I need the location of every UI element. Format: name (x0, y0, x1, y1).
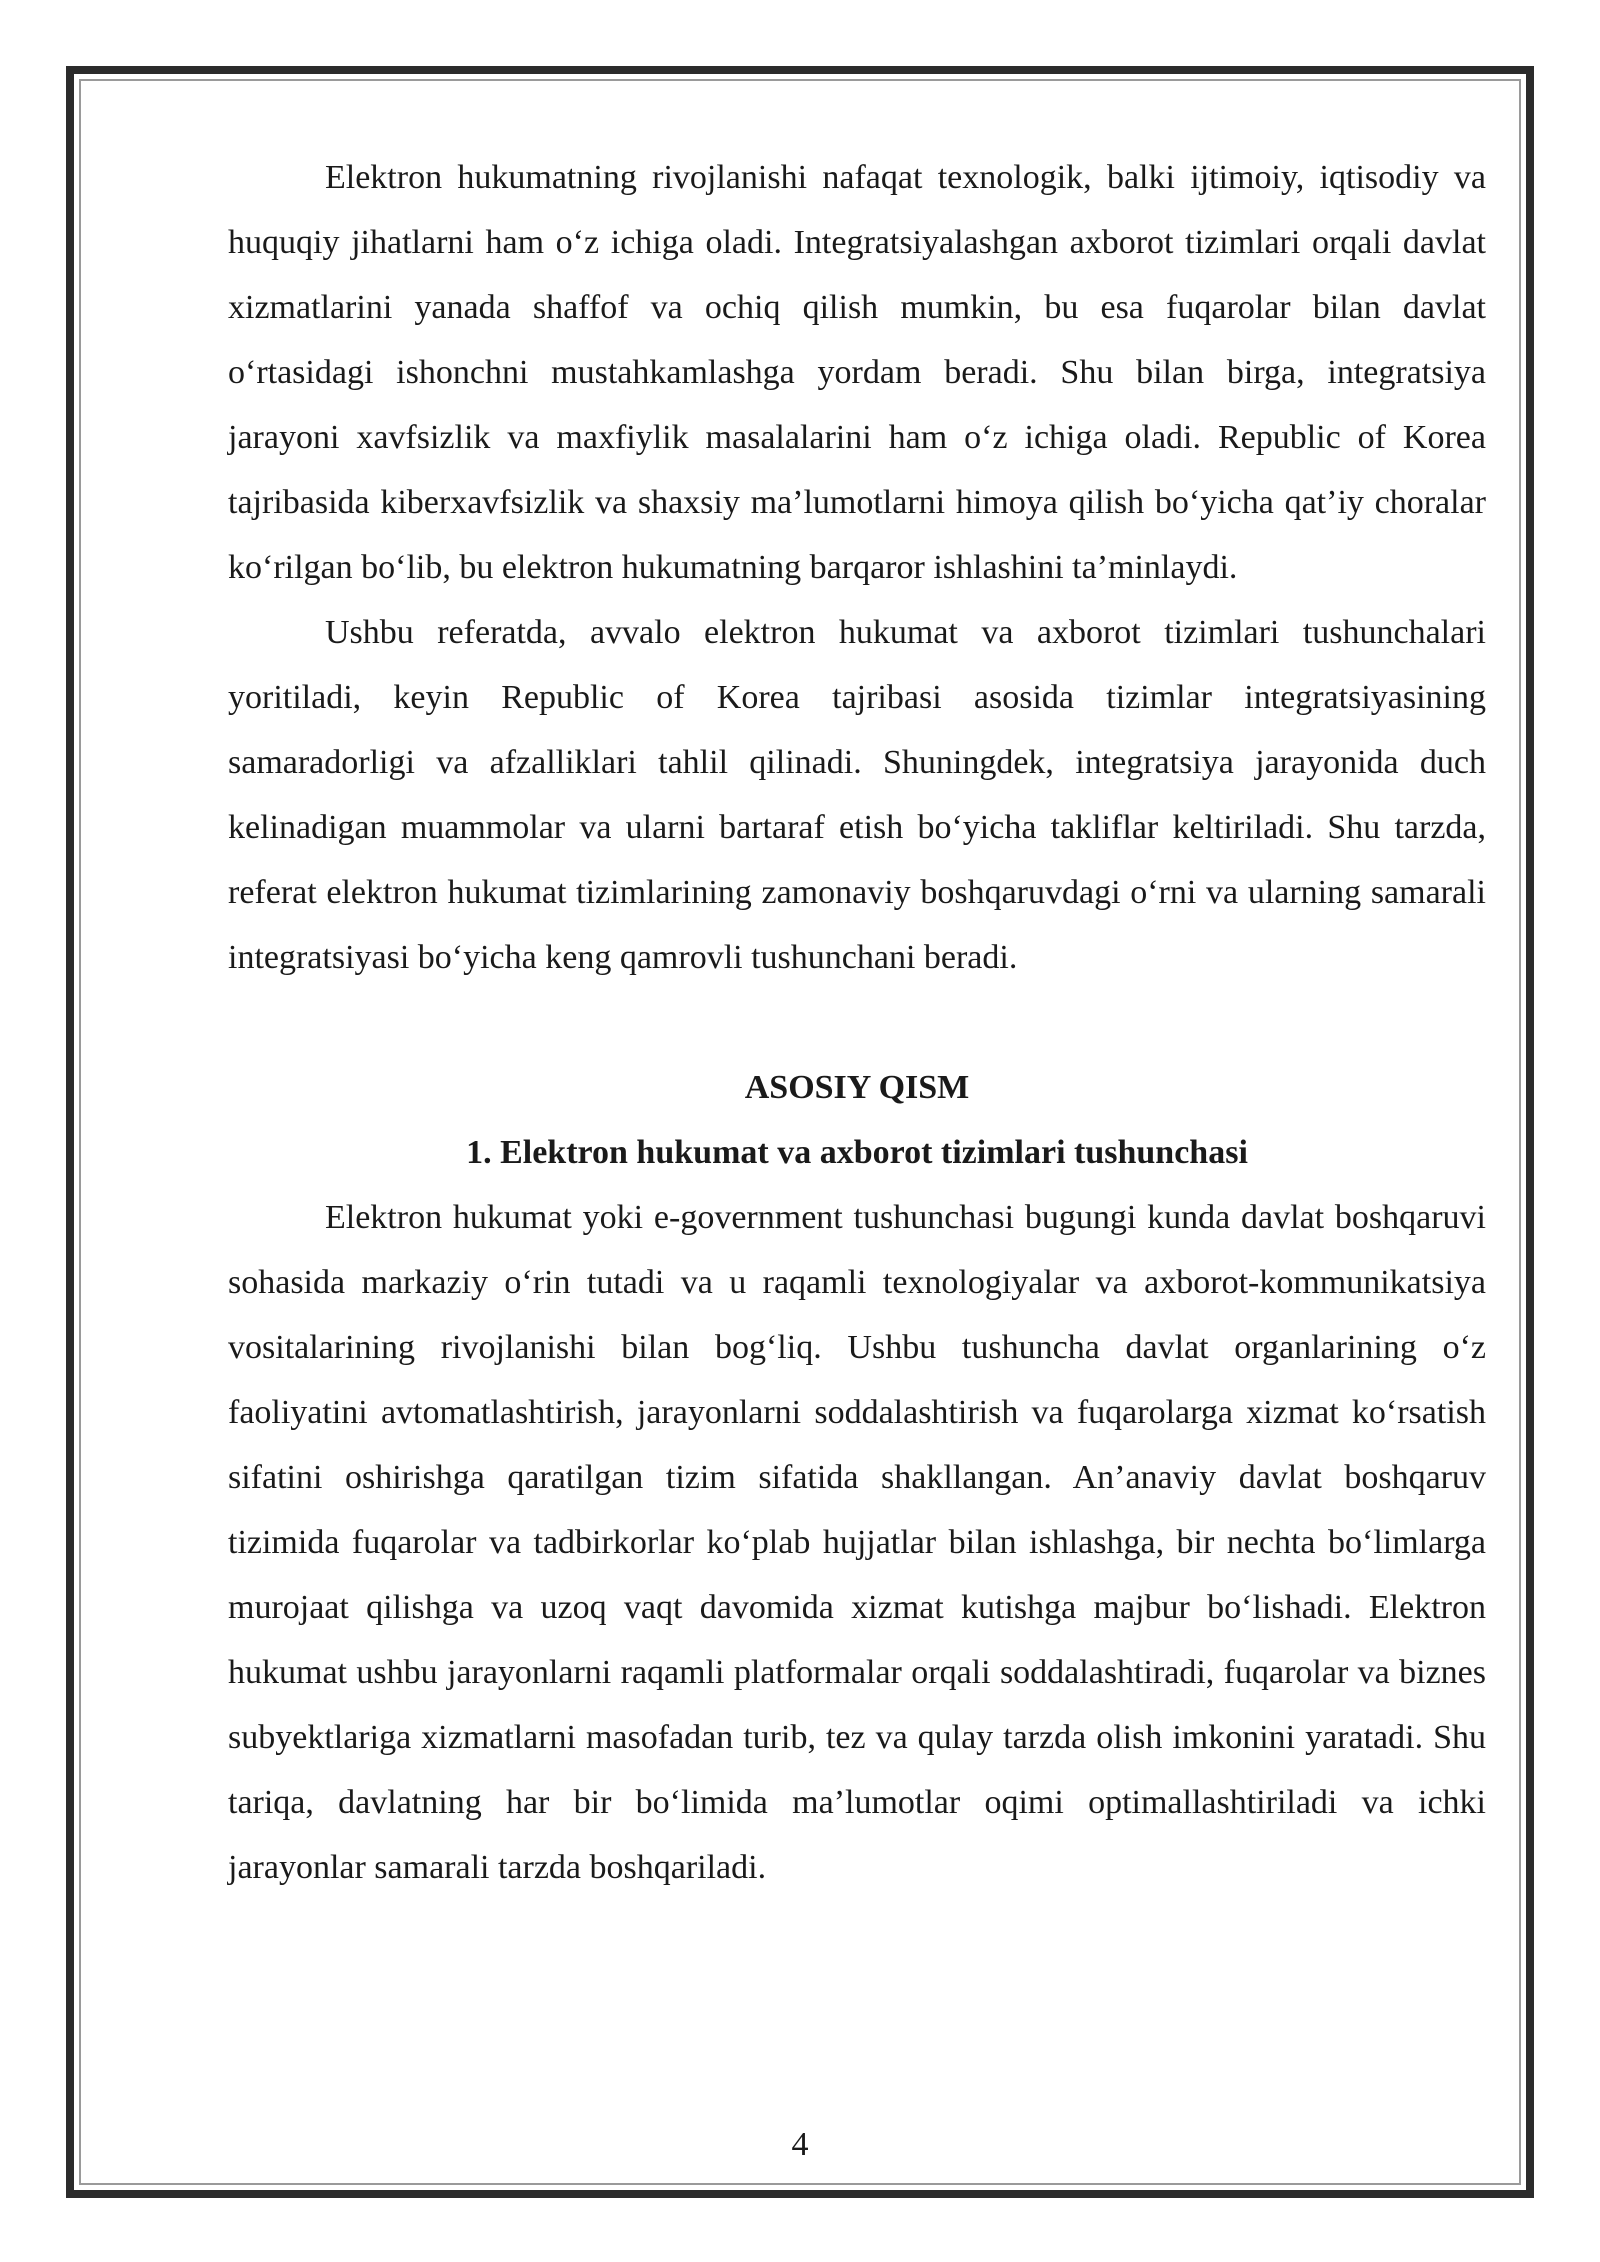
page-number: 4 (791, 2126, 809, 2163)
document-body (228, 145, 1486, 1900)
section-heading: 1. Elektron hukumat va axborot tizimlari tushunchasi (466, 1134, 1248, 1171)
main-heading: ASOSIY QISM (744, 1069, 970, 1106)
intro-paragraph-2: Ushbu referatda, avvalo elektron hukumat va axborot tizimlari tushunchalari yoritiladi, keyin Republic of Korea tajribasi asosida tizimlar integratsiyasining samaradorligi va afzalliklari tahlil qilinadi. Shuningdek, integratsiya jarayonida duch kelinadigan muammolar va ularni bartaraf etish bo‘yicha takliflar keltiriladi. Shu tarzda, referat elektron hukumat tizimlarining zamonaviy boshqaruvdagi o‘rni va ularning samarali integratsiyasi bo‘yicha keng qamrovli tushunchani beradi. (228, 614, 1486, 976)
section-paragraph-1: Elektron hukumat yoki e-government tushunchasi bugungi kunda davlat boshqaruvi sohasida markaziy o‘rin tutadi va u raqamli texnologiyalar va axborot-kommunikatsiya vositalarining rivojlanishi bilan bog‘liq. Ushbu tushuncha davlat organlarining o‘z faoliyatini avtomatlashtirish, jarayonlarni soddalashtirish va fuqarolarga xizmat ko‘rsatish sifatini oshirishga qaratilgan tizim sifatida shakllangan. An’anaviy davlat boshqaruv tizimida fuqarolar va tadbirkorlar ko‘plab hujjatlar bilan ishlashga, bir nechta bo‘limlarga murojaat qilishga va uzoq vaqt davomida xizmat kutishga majbur bo‘lishadi. Elektron hukumat ushbu jarayonlarni raqamli platformalar orqali soddalashtiradi, fuqarolar va biznes subyektlariga xizmatlarni masofadan turib, tez va qulay tarzda olish imkonini yaratadi. Shu tariqa, davlatning har bir bo‘limida ma’lumotlar oqimi optimallashtiriladi va ichki jarayonlar samarali tarzda boshqariladi. (228, 1199, 1486, 1886)
intro-paragraph-1: Elektron hukumatning rivojlanishi nafaqat texnologik, balki ijtimoiy, iqtisodiy va huquqiy jihatlarni ham o‘z ichiga oladi. Integratsiyalashgan axborot tizimlari orqali davlat xizmatlarini yanada shaffof va ochiq qilish mumkin, bu esa fuqarolar bilan davlat o‘rtasidagi ishonchni mustahkamlashga yordam beradi. Shu bilan birga, integratsiya jarayoni xavfsizlik va maxfiylik masalalarini ham o‘z ichiga oladi. Republic of Korea tajribasida kiberxavfsizlik va shaxsiy ma’lumotlarni himoya qilish bo‘yicha qat’iy choralar ko‘rilgan bo‘lib, bu elektron hukumatning barqaror ishlashini ta’minlaydi. (228, 159, 1486, 586)
